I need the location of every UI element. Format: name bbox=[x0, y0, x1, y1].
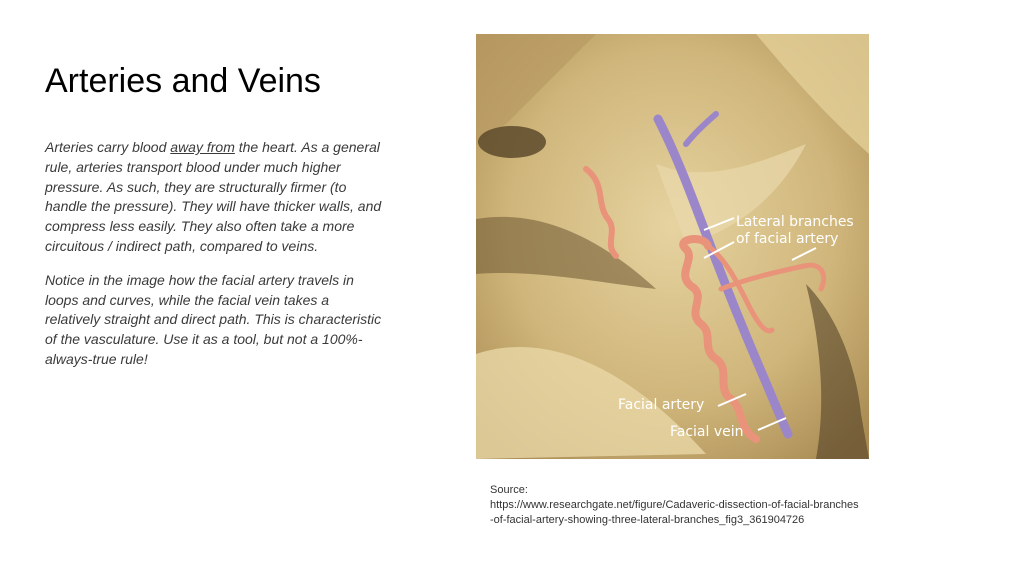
underlined-away-from: away from bbox=[170, 139, 235, 155]
dissection-figure bbox=[476, 34, 869, 459]
dissection-photo bbox=[476, 34, 869, 459]
label-facial-artery: Facial artery bbox=[618, 397, 705, 413]
paragraph-arteries-end: the heart. As a general rule, arteries transport blood under much higher pressure. As such, they are structurally firmer (to handle the pressure). They will have thicker walls, and compress less easily. They also often take a more circuitous / indirect path, compared to veins. bbox=[45, 139, 382, 254]
source-citation bbox=[490, 483, 860, 528]
label-lateral-branches-2: of facial artery bbox=[736, 231, 839, 247]
paragraph-notice: Notice in the image how the facial artery travels in loops and curves, while the facial vein takes a relatively straight and direct path. This is characteristic of the vasculature. Use it as a tool, but not a 100%-always-true rule! bbox=[45, 271, 382, 367]
source-url: https://www.researchgate.net/figure/Cadaveric-dissection-of-facial-branches-of-facial-artery-showing-three-lateral-branches_fig3_361904726 bbox=[490, 499, 859, 526]
paragraph-arteries bbox=[45, 138, 385, 257]
paragraph-arteries-start: Arteries carry blood bbox=[45, 139, 171, 155]
slide-title: Arteries and Veins bbox=[45, 62, 321, 100]
nostril-shadow bbox=[478, 126, 546, 158]
source-label: Source: bbox=[490, 484, 528, 496]
label-facial-vein: Facial vein bbox=[670, 424, 744, 440]
slide-body bbox=[45, 138, 385, 384]
label-lateral-branches-1: Lateral branches bbox=[736, 214, 854, 230]
